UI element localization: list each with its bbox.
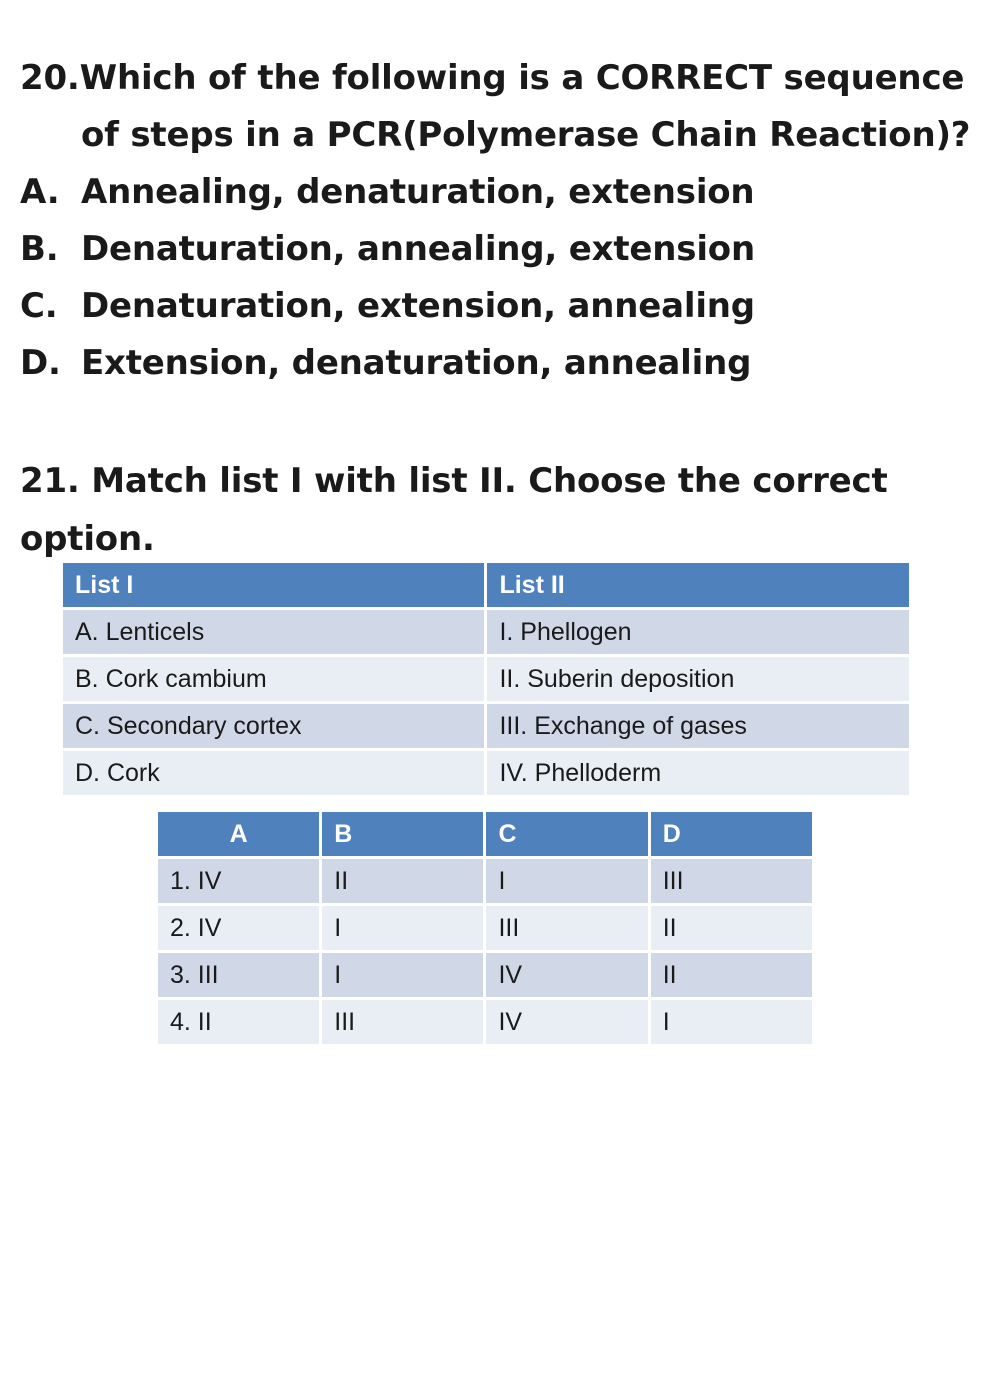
table-cell: III. Exchange of gases	[487, 704, 909, 751]
table-cell: D. Cork	[63, 751, 487, 798]
table-row	[158, 1000, 812, 1047]
table-cell: B. Cork cambium	[63, 657, 487, 704]
table-cell: III	[486, 906, 650, 953]
table-row	[63, 704, 909, 751]
table-cell: 3. III	[158, 953, 322, 1000]
table-row	[63, 657, 909, 704]
option-letter: C.	[20, 286, 58, 326]
option-d	[20, 335, 970, 392]
question-20-line2: of steps in a PCR(Polymerase Chain Reaction)?	[81, 115, 971, 155]
option-text: Annealing, denaturation, extension	[81, 172, 755, 212]
option-a	[20, 164, 970, 221]
table-cell: 4. II	[158, 1000, 322, 1047]
table-cell: I	[651, 1000, 812, 1047]
option-letter: A.	[20, 172, 60, 212]
header-cell: D	[651, 812, 812, 859]
question-21	[20, 452, 970, 568]
question-21-line2: option.	[20, 519, 155, 559]
table-cell: IV. Phelloderm	[487, 751, 909, 798]
option-c	[20, 278, 970, 335]
option-b	[20, 221, 970, 278]
question-21-line1: 21. Match list I with list II. Choose the correct	[20, 461, 888, 501]
table-cell: I. Phellogen	[487, 610, 909, 657]
table-header-row	[63, 563, 909, 610]
header-cell: A	[158, 812, 322, 859]
question-number: 20.	[20, 58, 80, 98]
question-text: Which of the following is a CORRECT sequence	[79, 58, 965, 98]
answer-table	[158, 812, 812, 1047]
question-20	[20, 50, 970, 392]
table-cell: I	[322, 906, 486, 953]
header-cell: C	[486, 812, 650, 859]
table-cell: 2. IV	[158, 906, 322, 953]
table-cell: II	[651, 906, 812, 953]
table-cell: III	[651, 859, 812, 906]
table-cell: IV	[486, 1000, 650, 1047]
option-text: Denaturation, extension, annealing	[81, 286, 755, 326]
table-cell: I	[322, 953, 486, 1000]
match-table	[63, 563, 909, 798]
table-cell: II	[322, 859, 486, 906]
table-cell: II	[651, 953, 812, 1000]
table-cell: I	[486, 859, 650, 906]
table-cell: 1. IV	[158, 859, 322, 906]
option-text: Extension, denaturation, annealing	[81, 343, 752, 383]
table-row	[158, 859, 812, 906]
table-cell: A. Lenticels	[63, 610, 487, 657]
table-row	[158, 906, 812, 953]
table-header-row	[158, 812, 812, 859]
option-text: Denaturation, annealing, extension	[81, 229, 755, 269]
table-cell: IV	[486, 953, 650, 1000]
table-cell: C. Secondary cortex	[63, 704, 487, 751]
header-cell: List II	[487, 563, 909, 610]
table-cell: III	[322, 1000, 486, 1047]
option-letter: B.	[20, 229, 59, 269]
header-cell: B	[322, 812, 486, 859]
header-cell: List I	[63, 563, 487, 610]
table-cell: II. Suberin deposition	[487, 657, 909, 704]
table-row	[63, 610, 909, 657]
table-row	[63, 751, 909, 798]
option-letter: D.	[20, 343, 61, 383]
table-row	[158, 953, 812, 1000]
question-20-line1	[20, 50, 970, 107]
